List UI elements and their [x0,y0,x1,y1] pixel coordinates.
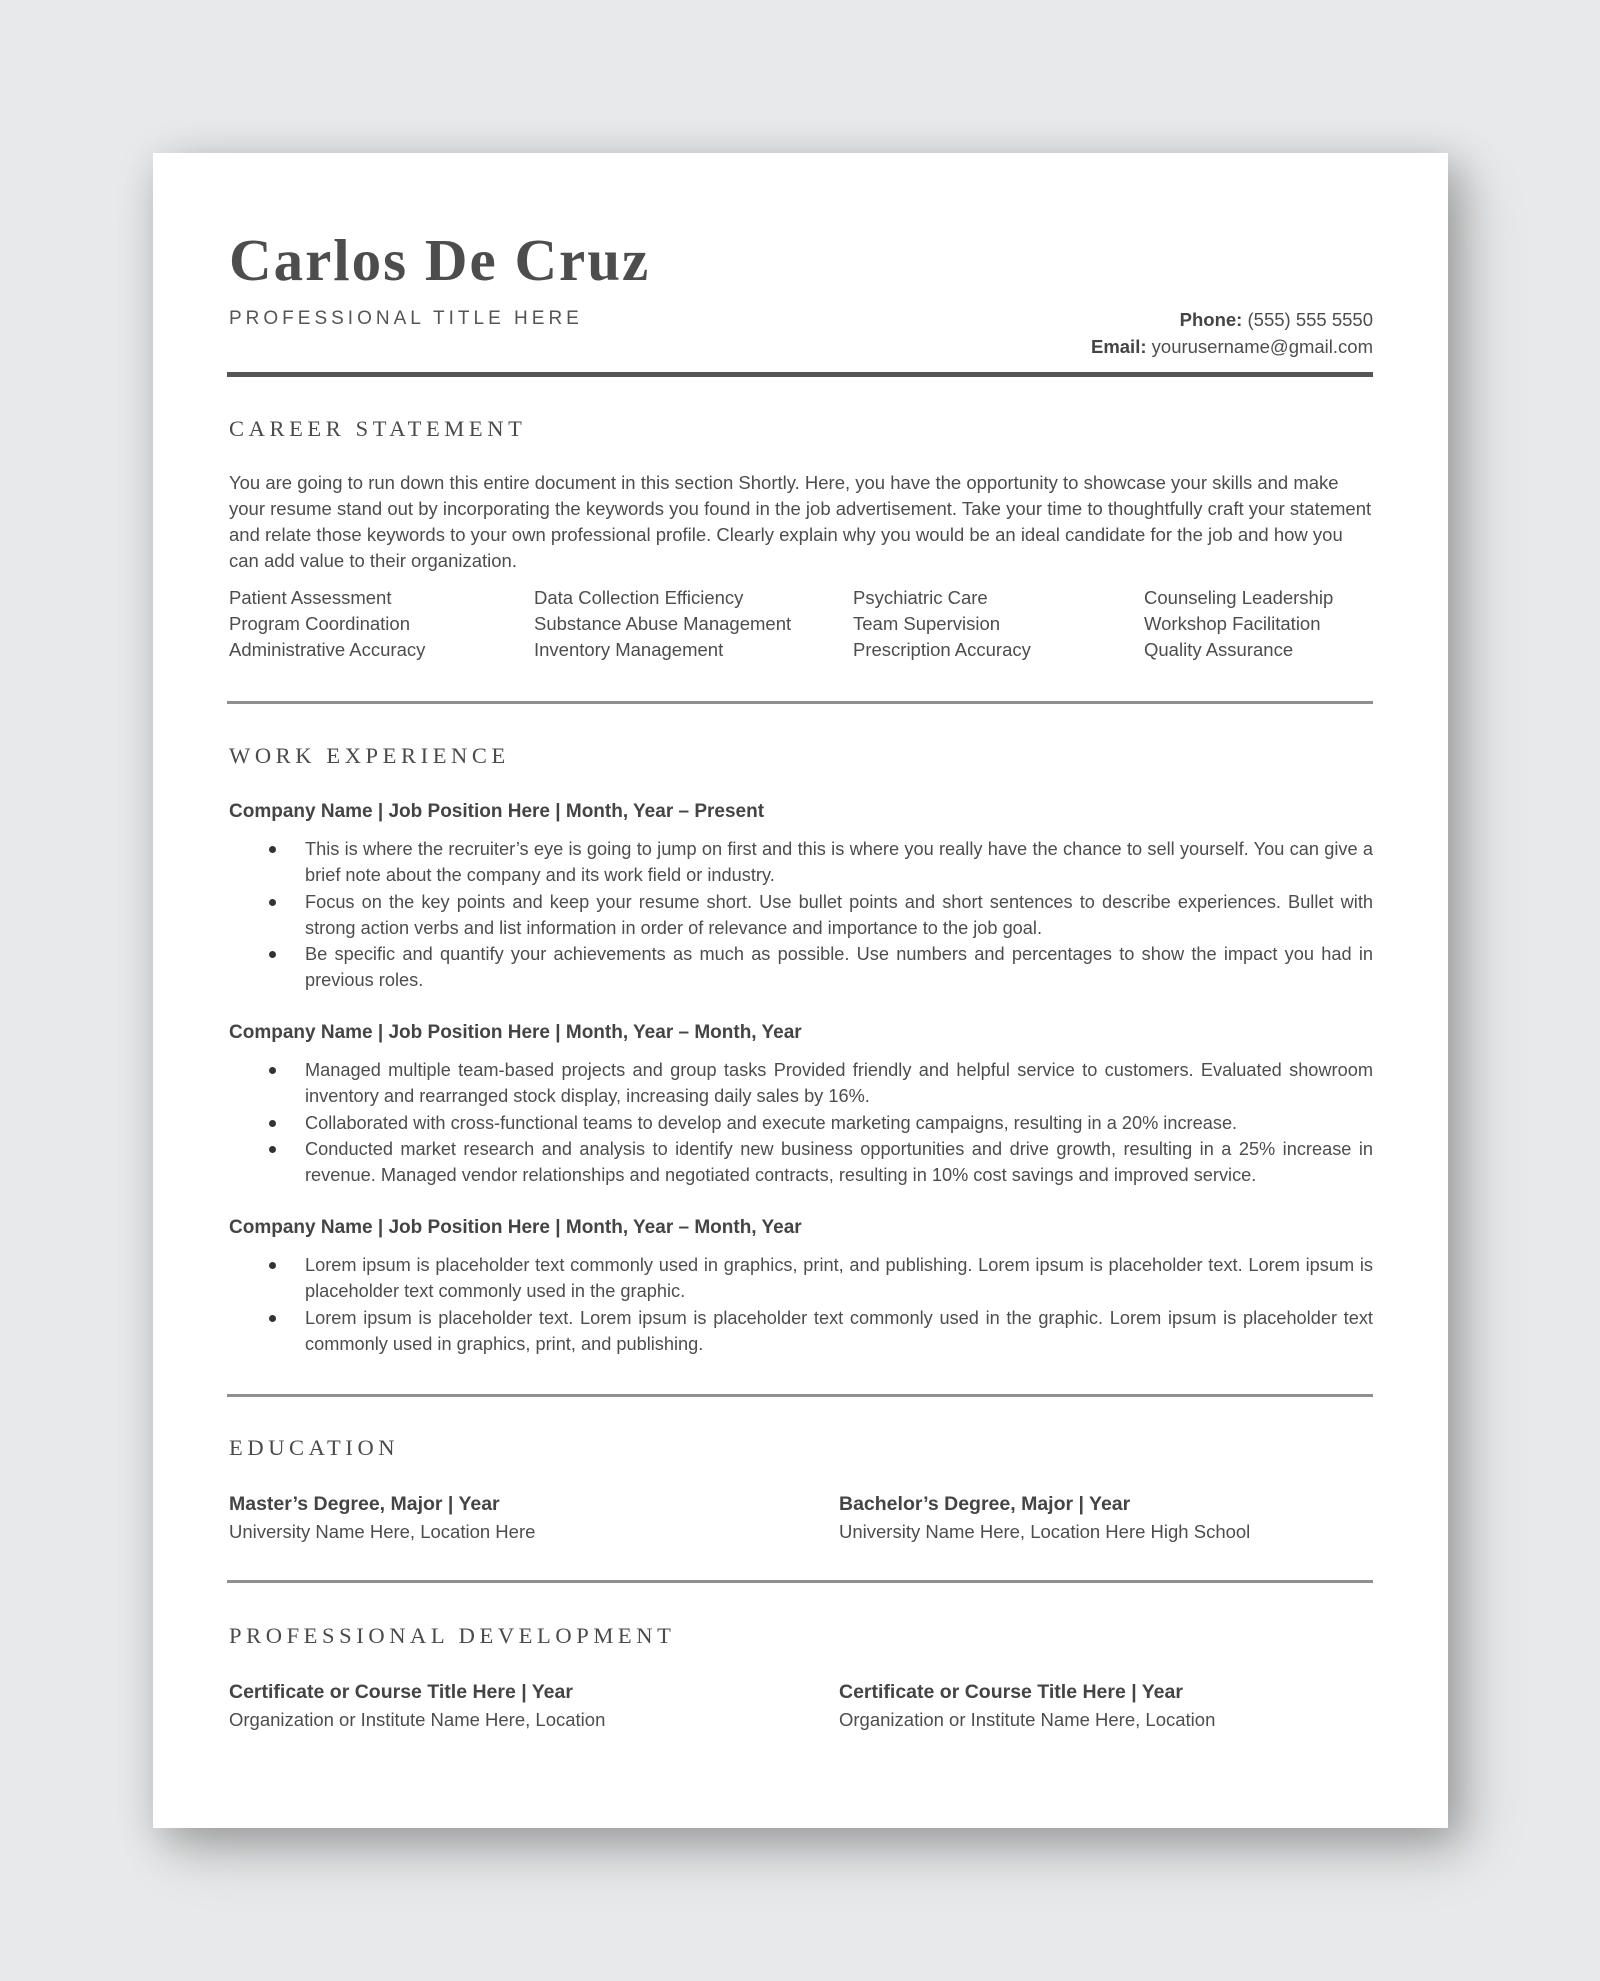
skill-item: Team Supervision [853,613,1001,634]
bullet-text: Managed multiple team-based projects and group tasks Provided friendly and helpful service to customers. Evaluated showroom inventory and rearranged stock display, increasing daily sales by 16%. [305,1060,1373,1107]
bullet-item [229,836,1373,889]
professional-development-heading: PROFESSIONAL DEVELOPMENT [229,1623,676,1648]
skill-item: Substance Abuse Management [534,613,792,634]
skill-item: Program Coordination [229,613,410,634]
degree-detail: University Name Here, Location Here High School [839,1521,1251,1542]
bullet-icon [269,951,276,958]
professional-title: PROFESSIONAL TITLE HERE [229,308,583,329]
skill-item: Psychiatric Care [853,587,988,608]
course-title: Certificate or Course Title Here | Year [229,1681,573,1703]
course-detail: Organization or Institute Name Here, Location [839,1709,1216,1730]
bullet-icon [269,1067,276,1074]
bullet-item [229,1110,1373,1136]
skills-column [534,585,791,663]
section-divider [227,1580,1373,1583]
skill-item: Inventory Management [534,639,724,660]
email-label: Email: [1090,336,1147,357]
bullet-item [229,941,1373,994]
bullet-item [229,1136,1373,1189]
education-item [229,1491,535,1545]
education-heading: EDUCATION [229,1435,400,1460]
skill-item: Patient Assessment [229,587,392,608]
phone-value: (555) 555 5550 [1247,309,1373,330]
skill-item: Quality Assurance [1144,639,1294,660]
skill-item: Counseling Leadership [1144,587,1334,608]
job-title: Company Name | Job Position Here | Month, Year – Month, Year [229,1022,802,1043]
bullet-item [229,1305,1373,1358]
degree-detail: University Name Here, Location Here [229,1521,536,1542]
bullet-text: Conducted market research and analysis to identify new business opportunities and drive growth, resulting in a 25% increase in revenue. Managed vendor relationships and negotiated contracts, resulting in 10% cost savings and improved service. [305,1138,1373,1186]
skills-column [853,585,1031,663]
header-divider [227,372,1373,377]
job-title: Company Name | Job Position Here | Month, Year – Month, Year [229,1217,802,1238]
job-bullets [229,1252,1373,1357]
development-item [839,1679,1215,1733]
bullet-text: Focus on the key points and keep your resume short. Use bullet points and short sentences to describe experiences. Bullet with strong action verbs and list information in order of relevance and importance to the job goal. [305,891,1373,938]
resume-page [153,153,1448,1828]
course-detail: Organization or Institute Name Here, Location [229,1709,606,1730]
candidate-name: Carlos De Cruz [229,227,651,293]
phone-label: Phone: [1179,309,1243,330]
career-statement-text: You are going to run down this entire document in this section Shortly. Here, you have the opportunity to showcase your skills and make your resume stand out by incorporating the keywords you found in the job advertisement. Take your time to thoughtfully craft your statement and relate those keywords to your own professional profile. Clearly explain why you would be an ideal candidate for the job and how you can add value to their organization. [229,472,1372,571]
development-item [229,1679,605,1733]
degree-title: Master’s Degree, Major | Year [229,1493,500,1515]
education-item [839,1491,1250,1545]
job-title: Company Name | Job Position Here | Month, Year – Present [229,801,765,822]
skill-item: Workshop Facilitation [1144,613,1321,634]
work-experience-heading: WORK EXPERIENCE [229,743,510,768]
bullet-text: This is where the recruiter’s eye is going to jump on first and this is where you really have the chance to sell yourself. You can give a brief note about the company and its work field or industry. [305,839,1373,886]
skill-item: Administrative Accuracy [229,639,426,660]
phone-line [1091,306,1373,333]
bullet-item [229,889,1373,942]
bullet-text: Be specific and quantify your achievements as much as possible. Use numbers and percentages to show the impact you had in previous roles. [305,944,1373,991]
email-line [1091,333,1373,360]
skill-item: Data Collection Efficiency [534,587,744,608]
job-bullets [229,836,1373,994]
job-bullets [229,1057,1373,1188]
bullet-text: Lorem ipsum is placeholder text. Lorem ipsum is placeholder text commonly used in the graphic. Lorem ipsum is placeholder text commonly used in graphics, print, and publishing. [305,1307,1373,1354]
bullet-icon [269,1315,276,1322]
bullet-icon [269,846,276,853]
bullet-icon [269,1120,276,1127]
skills-column [229,585,425,663]
course-title: Certificate or Course Title Here | Year [839,1681,1183,1703]
bullet-icon [269,1146,276,1153]
contact-block [1091,306,1373,360]
skills-column [1144,585,1333,663]
email-value: yourusername@gmail.com [1151,336,1373,357]
bullet-icon [269,1262,276,1269]
bullet-icon [269,899,276,906]
section-divider [227,701,1373,704]
bullet-text: Lorem ipsum is placeholder text commonly used in graphics, print, and publishing. Lorem ipsum is placeholder text. Lorem ipsum is placeholder text commonly used in the graphic. [305,1255,1373,1302]
bullet-text: Collaborated with cross-functional teams to develop and execute marketing campaigns, resulting in a 20% increase. [305,1112,1238,1133]
skill-item: Prescription Accuracy [853,639,1031,660]
bullet-item [229,1057,1373,1110]
bullet-item [229,1252,1373,1305]
degree-title: Bachelor’s Degree, Major | Year [839,1493,1131,1515]
section-divider [227,1394,1373,1397]
career-statement-heading: CAREER STATEMENT [229,416,527,441]
